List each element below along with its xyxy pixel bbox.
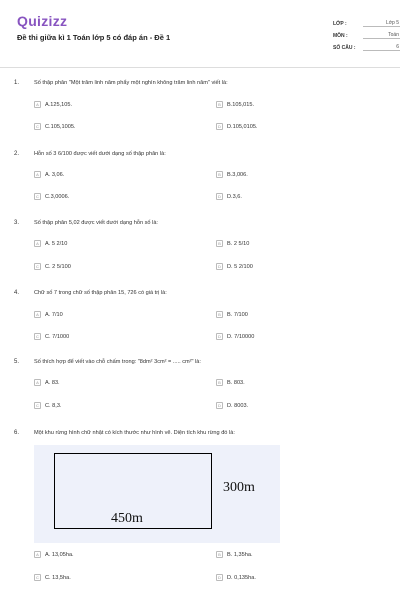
option-text: C. 2 5/100	[45, 263, 71, 270]
option-d[interactable]	[216, 402, 248, 409]
meta-row-subject	[333, 27, 400, 39]
option-a[interactable]	[34, 101, 72, 108]
meta-label: SỐ CÂU :	[333, 45, 356, 51]
forest-figure	[34, 445, 280, 543]
option-a[interactable]	[34, 240, 67, 247]
question-number: 5.	[14, 359, 20, 365]
page-title: Đề thi giữa kì 1 Toán lớp 5 có đáp án - Đề 1	[17, 33, 171, 42]
option-letter-box: C	[34, 123, 41, 130]
question-text: Số thập phân 5,02 được viết dưới dạng hỗn số là:	[34, 220, 158, 226]
option-letter-box: D	[216, 193, 223, 200]
option-text: A.125,105.	[45, 101, 73, 108]
option-text: A. 7/10	[45, 311, 63, 318]
question-text: Số thích hợp để viết vào chỗ chấm trong: "8dm² 3cm² = ..... cm²" là:	[34, 359, 201, 365]
question-number: 1.	[14, 80, 20, 86]
option-b[interactable]	[216, 101, 254, 108]
option-text: B. 1,35ha.	[227, 551, 253, 558]
question-number: 6.	[14, 430, 20, 436]
option-text: A. 3,06.	[45, 171, 65, 178]
option-letter-box: D	[216, 574, 223, 581]
meta-row-class	[333, 15, 400, 27]
option-letter-box: C	[34, 193, 41, 200]
width-dimension-label: 450m	[111, 511, 143, 526]
option-text: A. 83.	[45, 379, 60, 386]
option-b[interactable]	[216, 311, 248, 318]
option-letter-box: A	[34, 101, 41, 108]
option-text: D. 0,135ha.	[227, 574, 256, 581]
option-text: A. 5 2/10	[45, 240, 68, 247]
meta-row-count	[333, 39, 400, 51]
option-text: D. 5 2/100	[227, 263, 253, 270]
option-a[interactable]	[34, 379, 60, 386]
option-b[interactable]	[216, 551, 253, 558]
meta-label: MÔN :	[333, 33, 348, 39]
option-letter-box: A	[34, 240, 41, 247]
option-c[interactable]	[34, 402, 61, 409]
option-letter-box: A	[34, 171, 41, 178]
option-b[interactable]	[216, 171, 248, 178]
option-a[interactable]	[34, 551, 74, 558]
option-letter-box: D	[216, 333, 223, 340]
option-c[interactable]	[34, 123, 75, 130]
option-letter-box: B	[216, 240, 223, 247]
option-text: B.3,006.	[227, 171, 248, 178]
option-letter-box: B	[216, 171, 223, 178]
option-text: C. 8,3.	[45, 402, 62, 409]
option-letter-box: A	[34, 311, 41, 318]
option-letter-box: B	[216, 379, 223, 386]
option-letter-box: C	[34, 574, 41, 581]
height-dimension-label: 300m	[223, 480, 255, 495]
option-text: D.3,6.	[227, 193, 242, 200]
option-letter-box: B	[216, 311, 223, 318]
question-number: 3.	[14, 220, 20, 226]
option-text: A. 13,05ha.	[45, 551, 74, 558]
option-letter-box: C	[34, 263, 41, 270]
option-letter-box: B	[216, 551, 223, 558]
meta-label: LỚP :	[333, 21, 347, 27]
meta-info	[333, 15, 400, 51]
meta-value: 6	[363, 44, 400, 51]
option-text: D. 7/10000	[227, 333, 255, 340]
question-text: Hỗn số 3 6/100 được viết dưới dạng số thập phân là:	[34, 151, 166, 157]
option-text: C.3,0006.	[45, 193, 70, 200]
option-d[interactable]	[216, 333, 254, 340]
option-letter-box: C	[34, 333, 41, 340]
option-text: D.105,0105.	[227, 123, 258, 130]
option-d[interactable]	[216, 263, 253, 270]
option-d[interactable]	[216, 574, 256, 581]
question-number: 4.	[14, 290, 20, 296]
question-text: Chữ số 7 trong chữ số thập phân 15, 726 có giá trị là:	[34, 290, 167, 296]
meta-value: Toán	[363, 32, 400, 39]
option-b[interactable]	[216, 240, 249, 247]
option-text: B. 803.	[227, 379, 245, 386]
option-text: B.105,015.	[227, 101, 255, 108]
option-letter-box: D	[216, 123, 223, 130]
question-text: Một khu rừng hình chữ nhật có kích thước như hình vẽ. Diện tích khu rừng đó là:	[34, 430, 235, 436]
meta-value: Lớp 5	[363, 20, 400, 27]
option-d[interactable]	[216, 193, 242, 200]
option-text: B. 2 5/10	[227, 240, 250, 247]
header-divider	[0, 67, 400, 68]
option-letter-box: C	[34, 402, 41, 409]
option-c[interactable]	[34, 193, 69, 200]
option-text: D. 8003.	[227, 402, 249, 409]
option-letter-box: D	[216, 402, 223, 409]
option-letter-box: B	[216, 101, 223, 108]
option-letter-box: D	[216, 263, 223, 270]
question-number: 2.	[14, 151, 20, 157]
option-letter-box: A	[34, 551, 41, 558]
option-text: C.105,1005.	[45, 123, 76, 130]
option-c[interactable]	[34, 263, 71, 270]
option-text: B. 7/100	[227, 311, 248, 318]
option-b[interactable]	[216, 379, 245, 386]
option-c[interactable]	[34, 333, 69, 340]
option-a[interactable]	[34, 171, 64, 178]
option-text: C. 13,5ha.	[45, 574, 71, 581]
option-d[interactable]	[216, 123, 257, 130]
option-a[interactable]	[34, 311, 63, 318]
quizizz-logo: Quizizz	[17, 13, 68, 29]
option-text: C. 7/1000	[45, 333, 70, 340]
option-c[interactable]	[34, 574, 71, 581]
question-text: Số thập phân "Một trăm linh năm phẩy một nghìn không trăm linh năm" viết là:	[34, 80, 228, 86]
option-letter-box: A	[34, 379, 41, 386]
